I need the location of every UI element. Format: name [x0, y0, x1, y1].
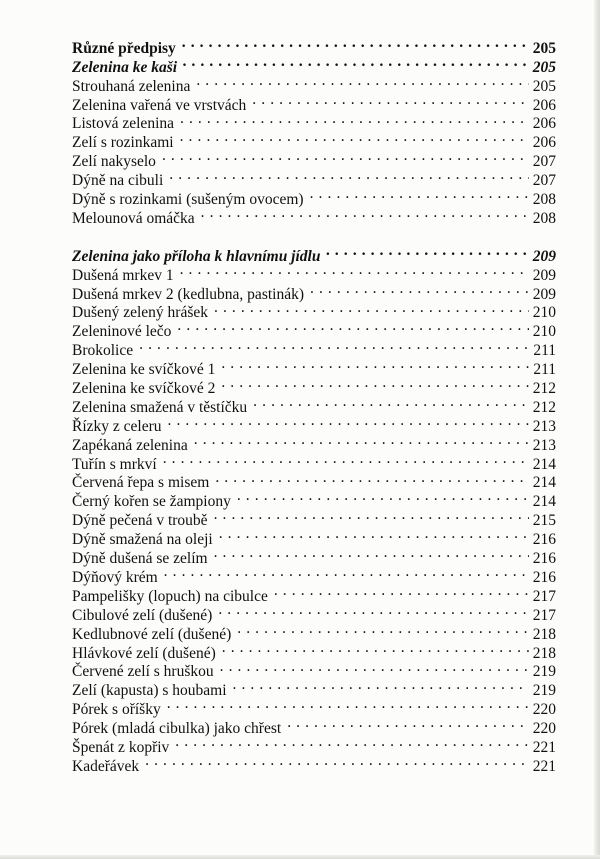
toc-page-number: 218 — [532, 625, 556, 643]
toc-entry-title: Dýně smažená na oleji — [72, 531, 213, 549]
dot-leader — [219, 525, 529, 544]
dot-leader — [214, 506, 529, 525]
toc-entry-title: Zelenina ke svíčkové 2 — [72, 380, 216, 398]
toc-entry-title: Melounová omáčka — [72, 209, 195, 227]
toc-page-number: 206 — [532, 134, 556, 152]
dot-leader — [162, 147, 529, 166]
dot-leader — [139, 336, 529, 355]
toc-page-number: 216 — [532, 568, 556, 586]
toc-page-number: 207 — [532, 172, 556, 190]
dot-leader — [253, 393, 529, 412]
toc-entry-title: Tuřín s mrkví — [72, 455, 157, 473]
dot-leader — [201, 204, 529, 223]
toc-entry-title: Zelenina jako příloha k hlavnímu jídlu — [72, 247, 321, 265]
toc-entry-title: Pórek s oříšky — [72, 701, 161, 719]
toc-page-number: 214 — [532, 493, 556, 511]
toc-page-number: 221 — [532, 757, 556, 775]
dot-leader — [326, 242, 528, 261]
toc-page-number: 209 — [532, 285, 556, 303]
toc-entry-title: Brokolice — [72, 342, 134, 360]
dot-leader — [214, 299, 529, 318]
toc-entry-title: Pampelišky (lopuch) na cibulce — [72, 587, 268, 605]
toc-entry-title: Kedlubnové zelí (dušené) — [72, 625, 232, 643]
toc-entry-title: Zelí nakyselo — [72, 153, 156, 171]
dot-leader — [194, 431, 529, 450]
toc-entry-title: Zapékaná zelenina — [72, 436, 188, 454]
toc-entry-title: Zelí (kapusta) s houbami — [72, 682, 227, 700]
toc-entry-title: Řízky z celeru — [72, 417, 162, 435]
toc-page-number: 221 — [532, 738, 556, 756]
toc-entry-title: Zelenina smažená v těstíčku — [72, 398, 248, 416]
toc-entry — [72, 336, 556, 360]
toc-page-number: 206 — [532, 115, 556, 133]
toc-page-number: 207 — [532, 153, 556, 171]
toc-entry-title: Pórek (mladá cibulka) jako chřest — [72, 720, 282, 738]
toc-page-number: 210 — [532, 323, 556, 341]
dot-leader — [175, 733, 528, 752]
dot-leader — [169, 166, 528, 185]
dot-leader — [233, 676, 529, 695]
dot-leader — [237, 487, 529, 506]
toc-entry-title: Zelenina ke svíčkové 1 — [72, 361, 216, 379]
toc-page-number: 205 — [532, 77, 556, 95]
toc-section — [72, 242, 556, 775]
dot-leader — [145, 752, 529, 771]
toc-page-number: 214 — [532, 455, 556, 473]
dot-leader — [180, 128, 529, 147]
toc-page-number: 219 — [532, 663, 556, 681]
toc-entry-title: Cibulové zelí (dušené) — [72, 606, 213, 624]
toc-page-number: 205 — [532, 39, 556, 57]
toc-page-number: 212 — [532, 380, 556, 398]
toc-entry-title: Dušená mrkev 1 — [72, 266, 174, 284]
toc-page-number: 219 — [532, 682, 556, 700]
toc-entry-title: Dýně dušená se zelím — [72, 550, 208, 568]
dot-leader — [287, 714, 529, 733]
dot-leader — [310, 185, 529, 204]
toc-page-number: 209 — [532, 247, 556, 265]
toc-page-number: 213 — [532, 436, 556, 454]
dot-leader — [168, 412, 529, 431]
toc-entry-title: Dušená mrkev 2 (kedlubna, pastinák) — [72, 285, 305, 303]
toc-entry-title: Listová zelenina — [72, 115, 174, 133]
toc-heading — [72, 242, 556, 265]
toc-page-number: 210 — [532, 304, 556, 322]
toc-entry-title: Černý kořen se žampiony — [72, 493, 231, 511]
dot-leader — [221, 374, 528, 393]
scan-edge-shadow — [594, 0, 600, 859]
dot-leader — [177, 317, 528, 336]
toc-entry-title: Zelenina vařená ve vrstvách — [72, 96, 247, 114]
dot-leader — [218, 601, 528, 620]
dot-leader — [221, 355, 529, 374]
toc-section — [72, 34, 556, 227]
table-of-contents — [72, 34, 556, 775]
toc-entry-title: Dýňový krém — [72, 568, 158, 586]
toc-entry — [72, 752, 556, 775]
toc-page-number: 213 — [532, 417, 556, 435]
toc-page-number: 212 — [532, 398, 556, 416]
dot-leader — [252, 91, 528, 110]
dot-leader — [163, 450, 529, 469]
toc-page-number: 209 — [532, 266, 556, 284]
dot-leader — [180, 261, 529, 280]
toc-entry-title: Dýně pečená v troubě — [72, 512, 208, 530]
toc-page-number: 211 — [533, 342, 556, 360]
toc-page-number: 214 — [532, 474, 556, 492]
dot-leader — [220, 658, 529, 677]
toc-page-number: 211 — [533, 361, 556, 379]
dot-leader — [180, 110, 529, 129]
toc-page-number: 216 — [532, 531, 556, 549]
toc-page-number: 220 — [532, 701, 556, 719]
toc-page-number: 208 — [532, 191, 556, 209]
toc-entry — [72, 355, 556, 379]
dot-leader — [274, 582, 529, 601]
scan-edge-shadow-bottom — [0, 855, 600, 859]
toc-entry-title: Strouhaná zelenina — [72, 77, 191, 95]
toc-entry-title: Zeleninové lečo — [72, 323, 172, 341]
dot-leader — [214, 544, 529, 563]
toc-page-number: 217 — [532, 587, 556, 605]
toc-entry-title: Zelí s rozinkami — [72, 134, 174, 152]
toc-entry-title: Špenát z kopřiv — [72, 738, 170, 756]
toc-page-number: 216 — [532, 550, 556, 568]
toc-entry-title: Různé předpisy — [72, 39, 176, 57]
dot-leader — [167, 695, 529, 714]
toc-entry-title: Červená řepa s misem — [72, 474, 210, 492]
dot-leader — [164, 563, 529, 582]
dot-leader — [196, 72, 528, 91]
dot-leader — [183, 53, 529, 72]
toc-page-number: 205 — [532, 58, 556, 76]
toc-page-number: 208 — [532, 209, 556, 227]
toc-entry-title: Zelenina ke kaši — [72, 58, 178, 76]
toc-entry-title: Hlávkové zelí (dušené) — [72, 644, 216, 662]
toc-entry-title: Červené zelí s hruškou — [72, 663, 214, 681]
toc-page-number: 220 — [532, 720, 556, 738]
toc-heading — [72, 34, 556, 57]
dot-leader — [222, 639, 529, 658]
dot-leader — [237, 620, 529, 639]
dot-leader — [182, 34, 529, 53]
dot-leader — [215, 469, 528, 488]
toc-page-number: 206 — [532, 96, 556, 114]
toc-page-number: 217 — [532, 606, 556, 624]
dot-leader — [310, 280, 529, 299]
toc-entry-title: Dýně s rozinkami (sušeným ovocem) — [72, 191, 304, 209]
toc-page-number: 218 — [532, 644, 556, 662]
toc-entry-title: Dušený zelený hrášek — [72, 304, 209, 322]
toc-page-number: 215 — [532, 512, 556, 530]
toc-entry-title: Dýně na cibuli — [72, 172, 164, 190]
toc-entry-title: Kadeřávek — [72, 757, 140, 775]
